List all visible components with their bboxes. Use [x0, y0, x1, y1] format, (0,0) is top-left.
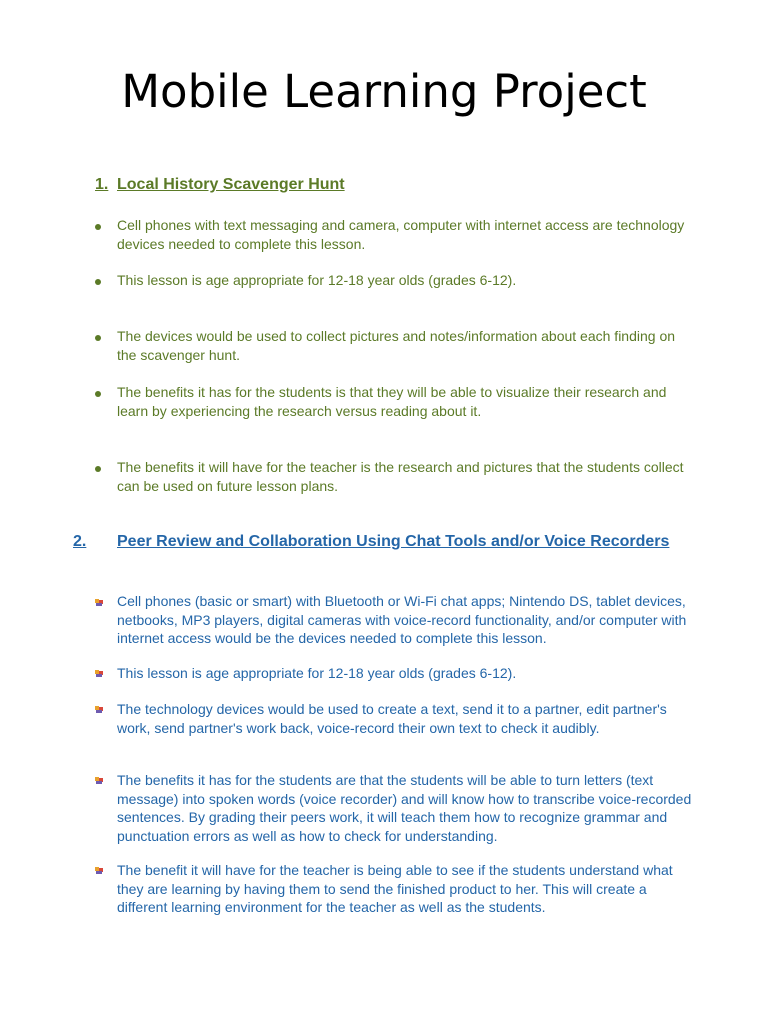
round-bullet-icon — [95, 224, 101, 230]
section-1-title: Local History Scavenger Hunt — [117, 176, 345, 193]
section-2-bullet-3: The technology devices would be used to create a text, send it to a partner, edit partner's work, send partner's work back, voice-record their own text to check it audibly. — [117, 701, 667, 736]
section-2-bullet-5: The benefit it will have for the teacher is being able to see if the students understand what they are learning by having them to send the finished product to her. This will create a different learning environment for the teacher as well as the students. — [117, 862, 673, 915]
section-1-bullet-1: Cell phones with text messaging and camera, computer with internet access are technology devices needed to complete this lesson. — [117, 217, 685, 252]
flag-bullet-icon — [95, 777, 103, 785]
flag-bullet-icon — [95, 867, 103, 875]
flag-bullet-icon — [95, 670, 103, 678]
round-bullet-icon — [95, 391, 101, 397]
section-1-bullet-3: The devices would be used to collect pictures and notes/information about each finding on the scavenger hunt. — [117, 328, 676, 363]
document-title: Mobile Learning Project — [121, 65, 647, 118]
section-2-number: 2. — [73, 533, 87, 550]
section-1-bullet-2: This lesson is age appropriate for 12-18 year olds (grades 6-12). — [117, 272, 517, 288]
flag-bullet-icon — [95, 706, 103, 714]
round-bullet-icon — [95, 279, 101, 285]
section-1-number: 1. — [95, 176, 109, 193]
round-bullet-icon — [95, 466, 101, 472]
section-1-heading — [95, 174, 655, 195]
section-2-bullet-1: Cell phones (basic or smart) with Bluetooth or Wi-Fi chat apps; Nintendo DS, tablet devices, netbooks, MP3 players, digital cameras with voice-record functionality, and/or computer with internet access would be the devices needed to complete this lesson. — [117, 593, 687, 646]
section-2-bullet-2: This lesson is age appropriate for 12-18 year olds (grades 6-12). — [117, 665, 517, 681]
round-bullet-icon — [95, 335, 101, 341]
section-2-title: Peer Review and Collaboration Using Chat Tools and/or Voice Recorders — [117, 533, 670, 550]
section-1-bullet-5: The benefits it will have for the teacher is the research and pictures that the students collect can be used on future lesson plans. — [117, 459, 684, 494]
section-1-bullet-4: The benefits it has for the students is that they will be able to visualize their research and learn by experiencing the research versus reading about it. — [117, 384, 667, 419]
flag-bullet-icon — [95, 599, 103, 607]
section-2-bullet-4: The benefits it has for the students are that the students will be able to turn letters (text message) into spoken words (voice recorder) and will know how to transcribe voice-recorded sentences. By grading their peers work, it will teach them how to recognize grammar and punctuation errors as well as how to check for understanding. — [117, 772, 692, 844]
section-2-heading — [73, 531, 677, 552]
